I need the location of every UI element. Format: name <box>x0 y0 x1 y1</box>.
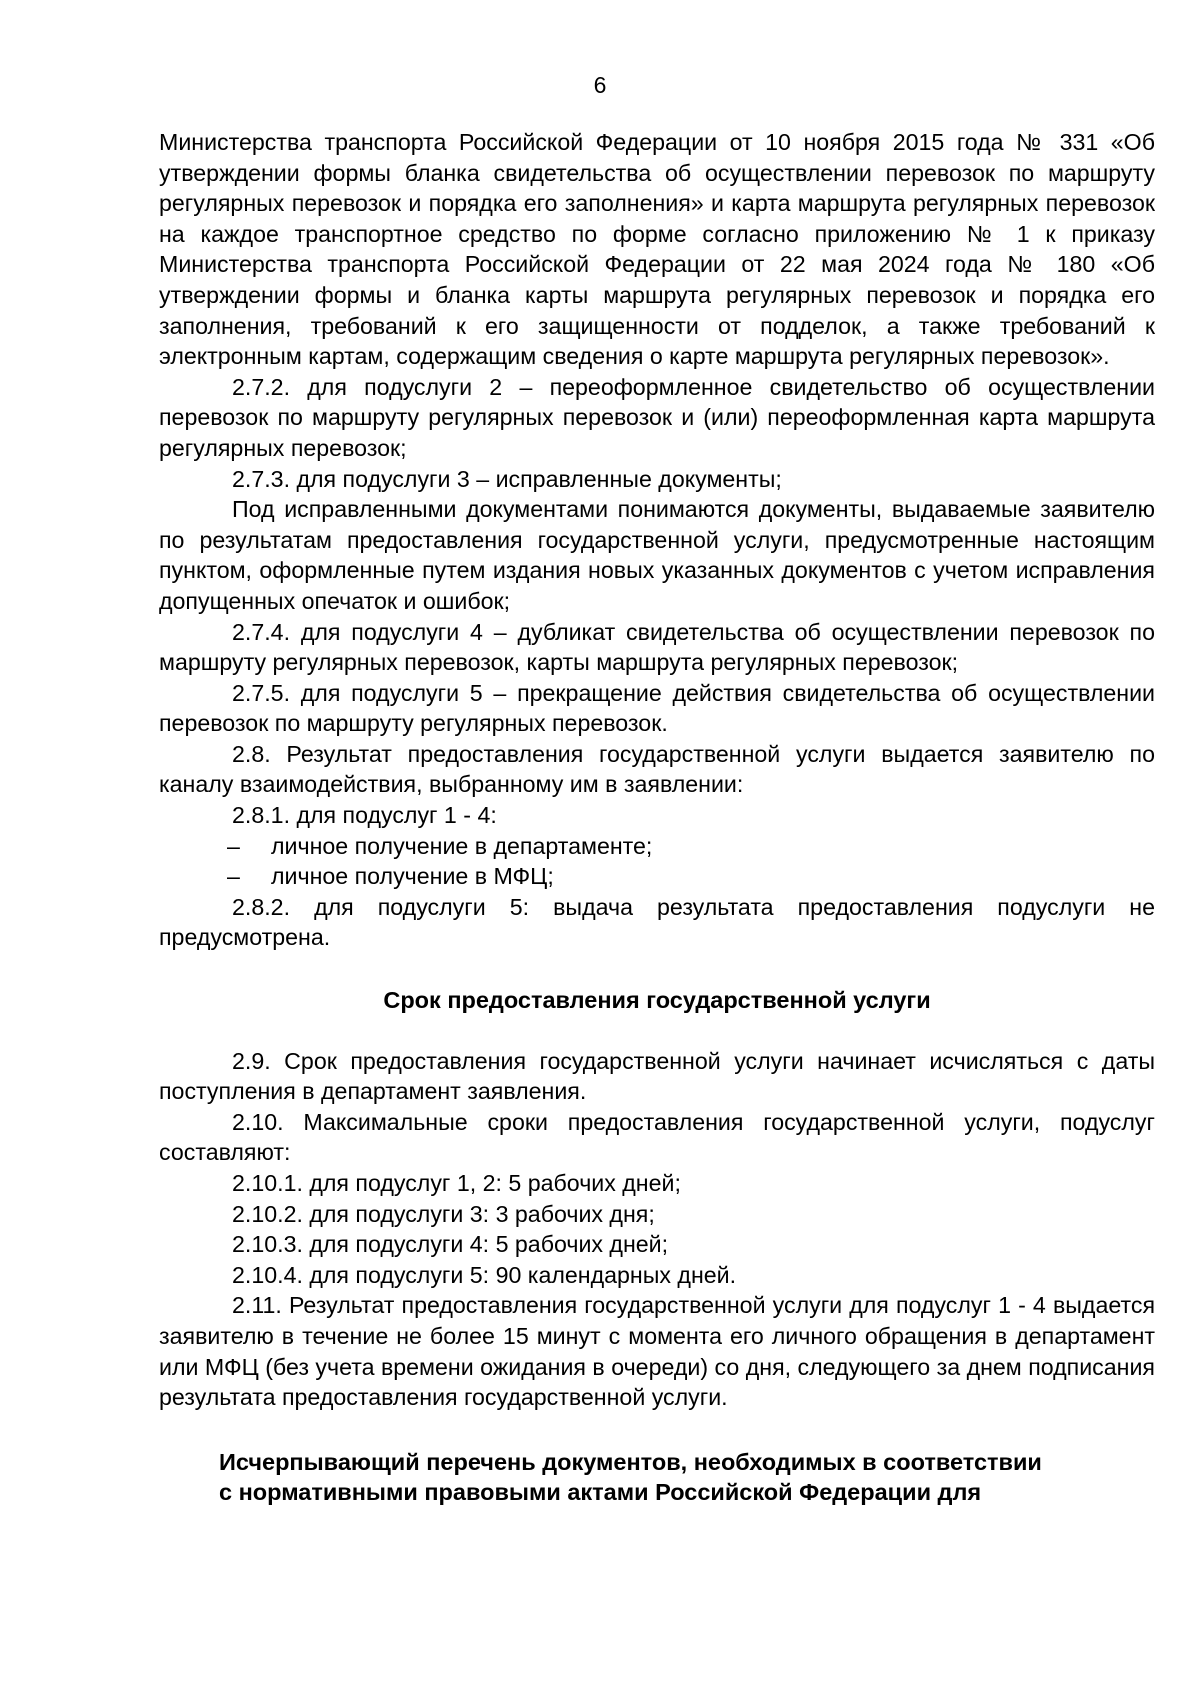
dash-item-text: личное получение в МФЦ; <box>271 863 554 890</box>
dash-list-item <box>159 831 1155 862</box>
heading-line: Исчерпывающий перечень документов, необходимых в соответствии <box>219 1448 1042 1475</box>
paragraph-2-8-2: 2.8.2. для подуслуги 5: выдача результата предоставления подуслуги не предусмотрена. <box>159 893 1155 951</box>
paragraph-2-11: 2.11. Результат предоставления государственной услуги для подуслуг 1 - 4 выдается заявителю в течение не более 15 минут с момента его личного обращения в департамент или МФЦ (без учета времени ожидания в очереди) со дня, следующего за днем подписания результата предоставления государственной услуги. <box>159 1292 1155 1411</box>
dash-list-item <box>159 861 1155 892</box>
paragraph-2-8: 2.8. Результат предоставления государственной услуги выдается заявителю по каналу взаимодействия, выбранному им в заявлении: <box>159 740 1155 798</box>
paragraph-2-10-4: 2.10.4. для подуслуги 5: 90 календарных дней. <box>232 1261 737 1288</box>
paragraph-intro: Министерства транспорта Российской Федерации от 10 ноября 2015 года № 331 «Об утверждении формы бланка свидетельства об осуществлении перевозок по маршруту регулярных перевозок и порядка его заполнения» и карта маршрута регулярных перевозок на каждое транспортное средство по форме согласно приложению № 1 к приказу Министерства транспорта Российской Федерации от 22 мая 2024 года № 180 «Об утверждении формы и бланка карты маршрута регулярных перевозок и порядка его заполнения, требований к его защищенности от подделок, а также требований к электронным картам, содержащим сведения о карте маршрута регулярных перевозок». <box>159 129 1155 370</box>
section-heading-documents <box>159 1447 1155 1508</box>
paragraph-2-10-3: 2.10.3. для подуслуги 4: 5 рабочих дней; <box>232 1231 669 1258</box>
paragraph-2-10: 2.10. Максимальные сроки предоставления государственной услуги, подуслуг составляют: <box>159 1108 1155 1166</box>
paragraph-2-8-1: 2.8.1. для подуслуг 1 - 4: <box>232 802 497 829</box>
paragraph-2-10-2: 2.10.2. для подуслуги 3: 3 рабочих дня; <box>232 1200 655 1227</box>
paragraph-2-7-3: 2.7.3. для подуслуги 3 – исправленные документы; <box>232 465 782 492</box>
dash-marker: – <box>227 863 240 890</box>
section-heading-term: Срок предоставления государственной услуги <box>383 987 931 1014</box>
paragraph-2-7-5: 2.7.5. для подуслуги 5 – прекращение действия свидетельства об осуществлении перевозок по маршруту регулярных перевозок. <box>159 679 1155 737</box>
heading-line: с нормативными правовыми актами Российской Федерации для <box>219 1479 982 1506</box>
paragraph-2-7-4: 2.7.4. для подуслуги 4 – дубликат свидетельства об осуществлении перевозок по маршруту регулярных перевозок, карты маршрута регулярных перевозок; <box>159 618 1155 676</box>
paragraph-2-7-2: 2.7.2. для подуслуги 2 – переоформленное свидетельство об осуществлении перевозок по маршруту регулярных перевозок и (или) переоформленная карта маршрута регулярных перевозок; <box>159 373 1155 461</box>
document-body <box>159 127 1155 1508</box>
page-number: 6 <box>593 72 607 98</box>
dash-marker: – <box>227 832 240 859</box>
paragraph-corrected-documents: Под исправленными документами понимаются документы, выдаваемые заявителю по результатам предоставления государственной услуги, предусмотренные настоящим пунктом, оформленные путем издания новых указанных документов с учетом исправления допущенных опечаток и ошибок; <box>159 496 1155 614</box>
paragraph-2-10-1: 2.10.1. для подуслуг 1, 2: 5 рабочих дней; <box>232 1170 681 1196</box>
dash-item-text: личное получение в департаменте; <box>271 832 653 859</box>
paragraph-2-9: 2.9. Срок предоставления государственной услуги начинает исчисляться с даты поступления в департамент заявления. <box>159 1047 1155 1105</box>
